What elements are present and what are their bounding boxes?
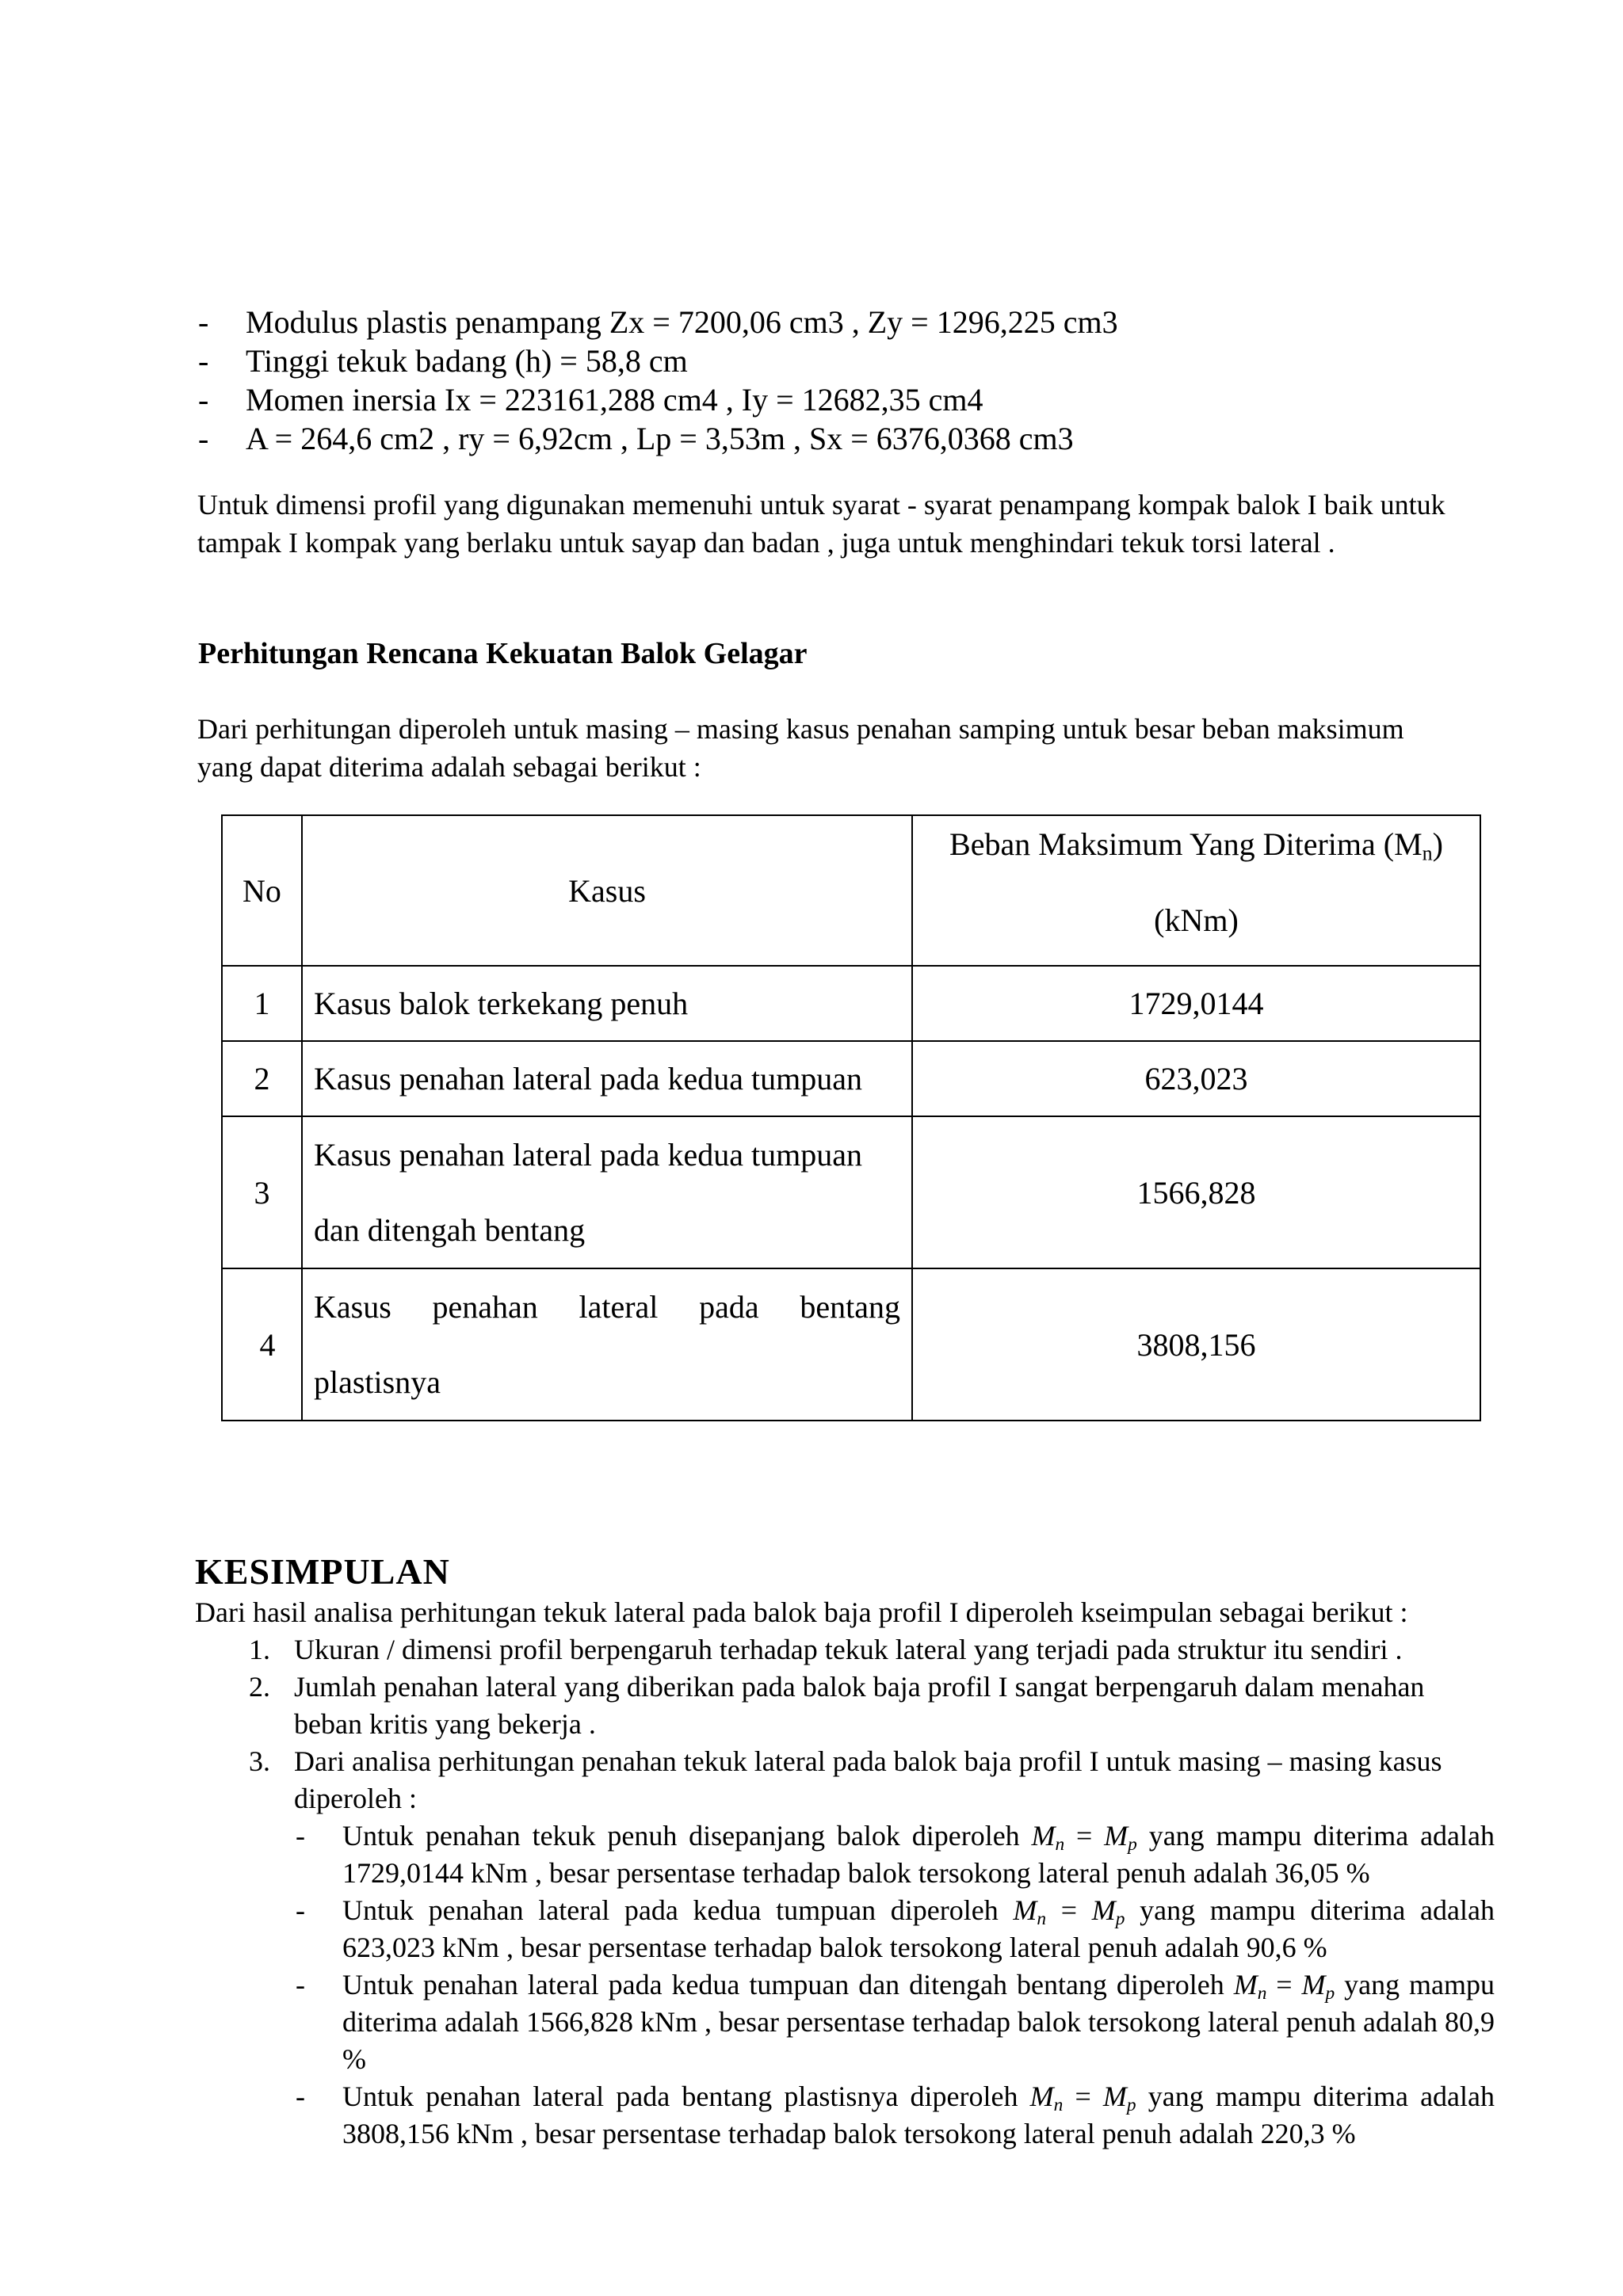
list-item: - Momen inersia Ix = 223161,288 cm4 , Iy = 12682,35 cm4 xyxy=(198,382,983,418)
bullet-dash: - xyxy=(198,304,209,340)
bullet-dash: - xyxy=(198,382,209,418)
list-item: - Tinggi tekuk badang (h) = 58,8 cm xyxy=(198,343,688,379)
conclusion-body xyxy=(195,1594,1495,2153)
table-row: 1 Kasus balok terkekang penuh 1729,0144 xyxy=(222,966,1480,1041)
list-item: 1. Ukuran / dimensi profil berpengaruh terhadap tekuk lateral yang terjadi pada struktur itu sendiri . xyxy=(249,1634,1403,1665)
conclusion-intro: Dari hasil analisa perhitungan tekuk lateral pada balok baja profil I diperoleh kseimpulan sebagai berikut : xyxy=(195,1596,1408,1628)
header-beban: Beban Maksimum Yang Diterima $(M_n)$ (kNm) xyxy=(912,815,1480,966)
compactness-paragraph: Untuk dimensi profil yang digunakan memenuhi untuk syarat - syarat penampang kompak balok I baik untuk tampak I kompak yang berlaku untuk sayap dan badan , juga untuk menghindari tekuk torsi lateral . xyxy=(197,489,1445,559)
table-header-row xyxy=(222,815,1480,966)
conclusion-title: KESIMPULAN xyxy=(195,1551,450,1592)
list-item: 3. Dari analisa perhitungan penahan tekuk lateral pada balok baja profil I untuk masing – masing kasus diperoleh : xyxy=(249,1745,1442,1814)
header-no: No xyxy=(222,815,302,966)
table-row: 3 Kasus penahan lateral pada kedua tumpuan dan ditengah bentang 1566,828 xyxy=(222,1116,1480,1268)
table-row: 4 Kasus penahan lateral pada bentang plastisnya 3808,156 xyxy=(222,1268,1480,1421)
header-kasus: Kasus xyxy=(302,815,912,966)
list-item: - Modulus plastis penampang Zx = 7200,06 cm3 , Zy = 1296,225 cm3 xyxy=(198,304,1118,340)
sub-list-item: - Untuk penahan tekuk penuh disepanjang balok diperoleh $M_n = M_p$ yang mampu diterima adalah 1729,0144 kNm , besar persentase terhadap balok tersokong lateral penuh adalah 36,05 % xyxy=(296,1820,1495,1889)
sub-list-item: - Untuk penahan lateral pada bentang plastisnya diperoleh $M_n = M_p$ yang mampu diterima adalah 3808,156 kNm , besar persentase terhadap balok tersokong lateral penuh adalah 220,3 % xyxy=(296,2081,1495,2149)
intro-paragraph: Dari perhitungan diperoleh untuk masing – masing kasus penahan samping untuk besar beban maksimum yang dapat diterima adalah sebagai berikut : xyxy=(197,713,1404,783)
list-item: - A = 264,6 cm2 , ry = 6,92cm , Lp = 3,53m , Sx = 6376,0368 cm3 xyxy=(198,421,1074,456)
bullet-dash: - xyxy=(198,343,209,379)
bullet-dash: - xyxy=(198,421,209,456)
sub-list-item: - Untuk penahan lateral pada kedua tumpuan diperoleh $M_n = M_p$ yang mampu diterima adalah 623,023 kNm , besar persentase terhadap balok tersokong lateral penuh adalah 90,6 % xyxy=(296,1894,1495,1963)
list-item: 2. Jumlah penahan lateral yang diberikan pada balok baja profil I sangat berpengaruh dalam menahan beban kritis yang bekerja . xyxy=(249,1671,1425,1740)
table-row: 2 Kasus penahan lateral pada kedua tumpuan 623,023 xyxy=(222,1041,1480,1116)
section-heading: Perhitungan Rencana Kekuatan Balok Gelagar xyxy=(198,637,808,670)
sub-list-item: - Untuk penahan lateral pada kedua tumpuan dan ditengah bentang diperoleh $M_n = M_p$ yang mampu diterima adalah 1566,828 kNm , besar persentase terhadap balok tersokong lateral penuh adalah 80,9 % xyxy=(296,1969,1495,2075)
capacity-table xyxy=(221,814,1481,1421)
properties-list xyxy=(198,303,1545,458)
